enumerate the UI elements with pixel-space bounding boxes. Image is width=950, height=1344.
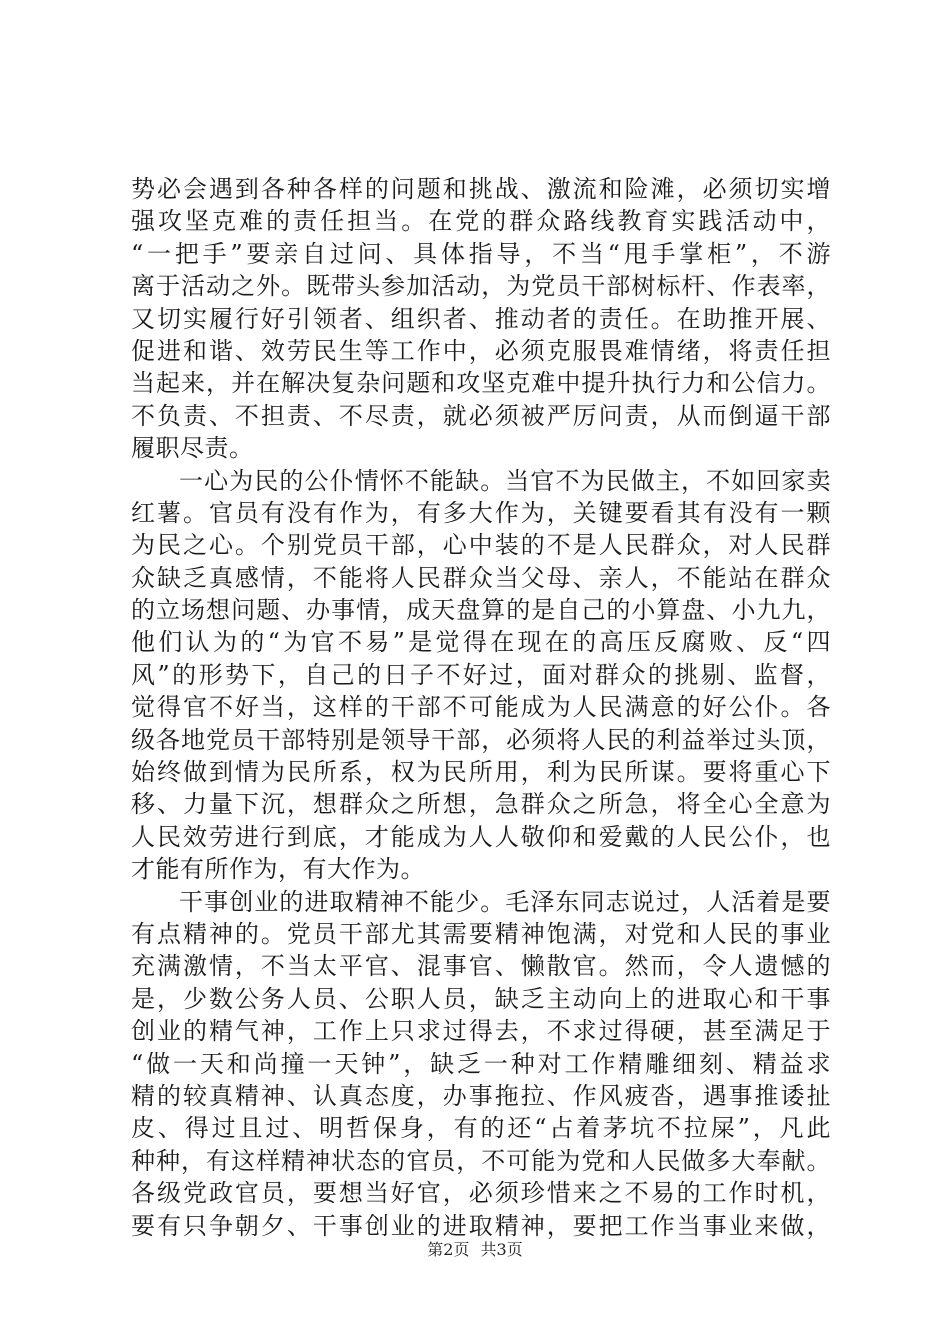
paragraph-3 xyxy=(131,886,831,1242)
text-line: 的立场想问题、办事情，成天盘算的是自己的小算盘、小九九， xyxy=(131,596,831,625)
text-line: 人民效劳进行到底，才能成为人人敬仰和爱戴的人民公仆，也 xyxy=(131,822,831,851)
text-line: 红薯。官员有没有作为，有多大作为，关键要看其有没有一颗 xyxy=(131,498,831,527)
text-line: 促进和谐、效劳民生等工作中，必须克服畏难情绪，将责任担 xyxy=(131,336,831,365)
text-line: 各级党政官员，要想当好官，必须珍惜来之不易的工作时机， xyxy=(131,1179,831,1208)
text-line: 是，少数公务人员、公职人员，缺乏主动向上的进取心和干事 xyxy=(131,984,831,1013)
page-total: 共3页 xyxy=(480,1240,523,1259)
text-line: 始终做到情为民所系，权为民所用，利为民所谋。要将重心下 xyxy=(131,758,831,787)
text-line: 为民之心。个别党员干部，心中装的不是人民群众，对人民群 xyxy=(131,531,831,560)
text-line: 级各地党员干部特别是领导干部，必须将人民的利益举过头顶， xyxy=(131,725,831,754)
page-number: 第2页 xyxy=(427,1240,470,1259)
text-line: 要有只争朝夕、干事创业的进取精神，要把工作当事业来做， xyxy=(131,1211,831,1240)
text-line: 才能有所作为，有大作为。 xyxy=(131,855,425,884)
text-line: “一把手”要亲自过问、具体指导，不当“甩手掌柜”，不游 xyxy=(131,239,831,268)
text-line: 有点精神的。党员干部尤其需要精神饱满，对党和人民的事业 xyxy=(131,919,831,948)
text-line: 干事创业的进取精神不能少。毛泽东同志说过，人活着是要 xyxy=(179,887,831,916)
text-line: 当起来，并在解决复杂问题和攻坚克难中提升执行力和公信力。 xyxy=(131,369,831,398)
page-footer xyxy=(0,1240,950,1260)
text-line: 种种，有这样精神状态的官员，不可能为党和人民做多大奉献。 xyxy=(131,1146,831,1175)
text-line: 移、力量下沉，想群众之所想，急群众之所急，将全心全意为 xyxy=(131,790,831,819)
paragraph-2 xyxy=(131,465,831,886)
text-line: 势必会遇到各种各样的问题和挑战、激流和险滩，必须切实增 xyxy=(131,175,831,203)
text-line: 风”的形势下，自己的日子不好过，面对群众的挑剔、监督， xyxy=(131,660,831,689)
text-line: 创业的精气神，工作上只求过得去，不求过得硬，甚至满足于 xyxy=(131,1017,831,1046)
text-line: 觉得官不好当，这样的干部不可能成为人民满意的好公仆。各 xyxy=(131,693,831,722)
text-line: 强攻坚克难的责任担当。在党的群众路线教育实践活动中， xyxy=(131,207,831,236)
text-line: 一心为民的公仆情怀不能缺。当官不为民做主，不如回家卖 xyxy=(179,466,831,495)
text-line: 他们认为的“为官不易”是觉得在现在的高压反腐败、反“四 xyxy=(131,628,831,657)
text-line: 精的较真精神、认真态度，办事拖拉、作风疲沓，遇事推诿扯 xyxy=(131,1081,831,1110)
text-line: “做一天和尚撞一天钟”，缺乏一种对工作精雕细刻、精益求 xyxy=(131,1049,831,1078)
text-line: 充满激情，不当太平官、混事官、懒散官。然而，令人遗憾的 xyxy=(131,952,831,981)
text-line: 不负责、不担责、不尽责，就必须被严厉问责，从而倒逼干部 xyxy=(131,401,831,430)
paragraph-1 xyxy=(131,173,831,465)
text-line: 皮、得过且过、明哲保身，有的还“占着茅坑不拉屎”，凡此 xyxy=(131,1114,831,1143)
text-line: 又切实履行好引领者、组织者、推动者的责任。在助推开展、 xyxy=(131,304,831,333)
text-line: 离于活动之外。既带头参加活动，为党员干部树标杆、作表率， xyxy=(131,272,831,301)
document-body xyxy=(131,173,831,1242)
text-line: 众缺乏真感情，不能将人民群众当父母、亲人，不能站在群众 xyxy=(131,563,831,592)
text-line: 履职尽责。 xyxy=(131,434,254,463)
